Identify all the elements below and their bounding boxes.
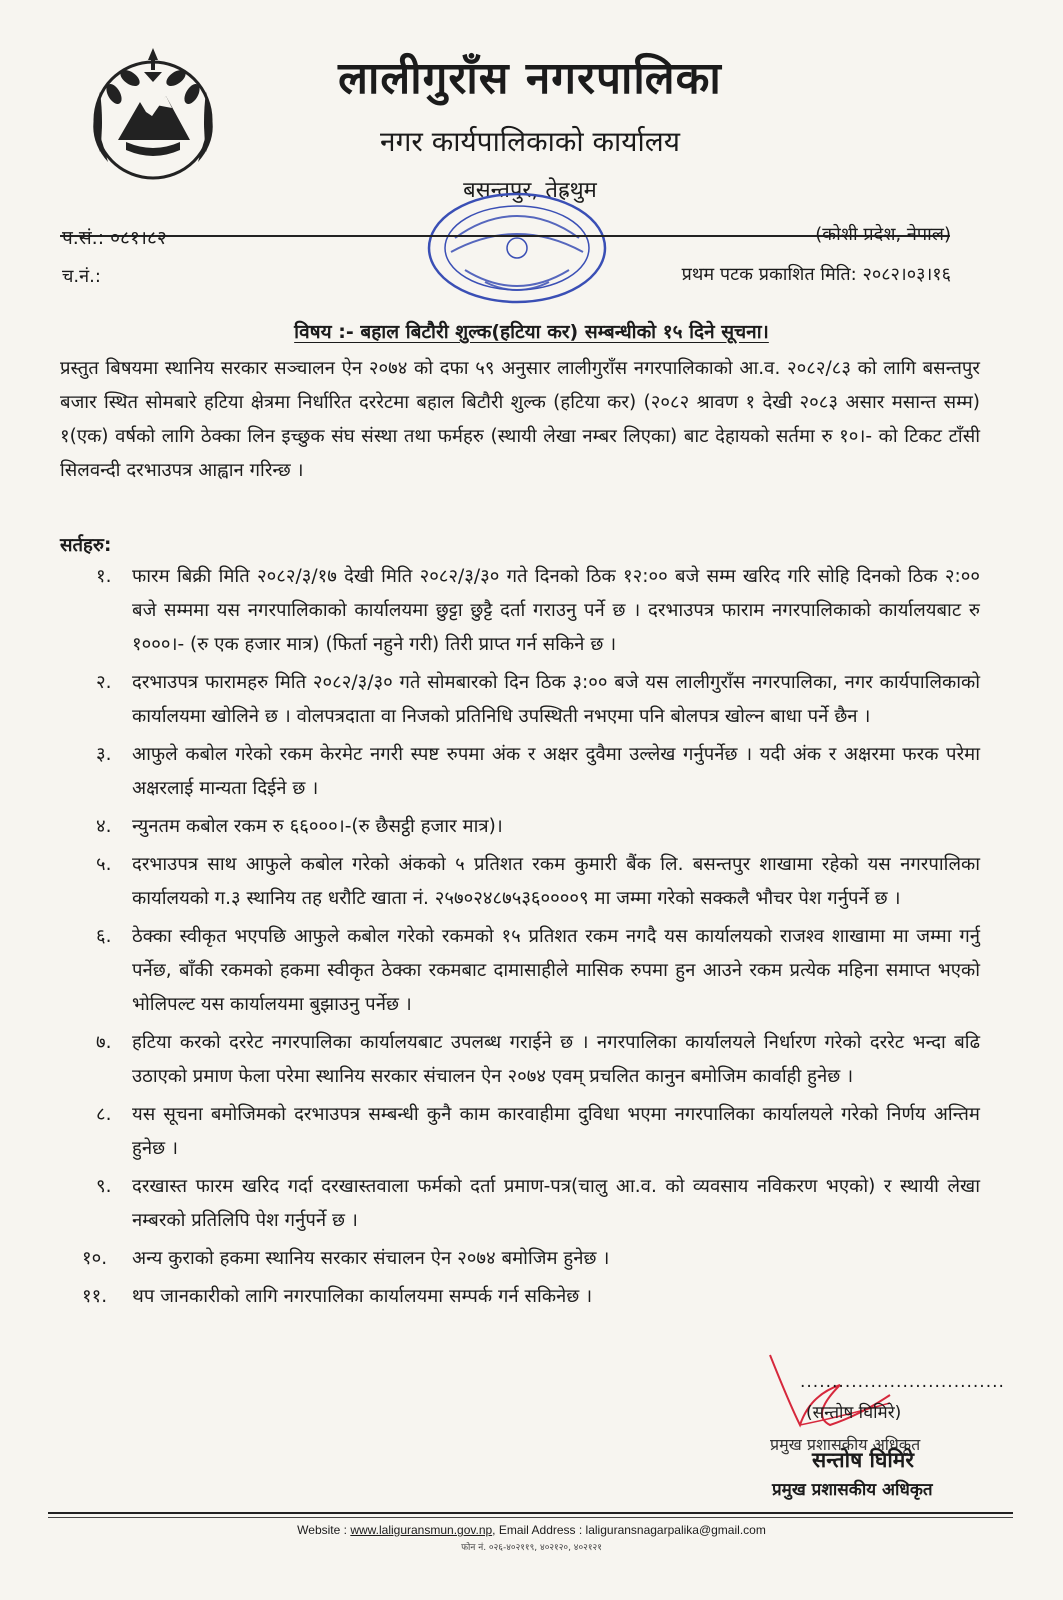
conditions-list [60, 560, 980, 1318]
condition-item [60, 1026, 980, 1094]
condition-item [60, 1098, 980, 1166]
signature-dots: ................................ [800, 1372, 1005, 1392]
condition-number: ९. [96, 1176, 112, 1197]
condition-number: ८. [96, 1104, 112, 1125]
condition-text: आफुले कबोल गरेको रकम केरमेट नगरी स्पष्ट रुपमा अंक र अक्षर दुवैमा उल्लेख गर्नुपर्नेछ । यदी अंक र अक्षरमा फरक परेमा अक्षरलाई मान्यता दिईने छ । [132, 744, 980, 799]
signatory-name-bracket: (सन्तोष घिमिरे) [806, 1403, 902, 1423]
publish-date: प्रथम पटक प्रकाशित मिति: २०८२।०३।१६ [681, 264, 951, 285]
province-label: (कोशी प्रदेश, नेपाल) [815, 224, 951, 245]
condition-item [60, 560, 980, 662]
condition-number: ५. [96, 854, 112, 875]
footer-rule [48, 1512, 1013, 1514]
condition-number: २. [96, 672, 112, 693]
signatory-name: सन्तोष घिमिरे [812, 1448, 914, 1472]
notice-subject-text: विषय :- बहाल बिटौरी शुल्क(हटिया कर) सम्बन्धीको १५ दिने सूचना। [294, 321, 769, 343]
condition-number: ४. [96, 816, 112, 837]
condition-text: अन्य कुराको हकमा स्थानिय सरकार संचालन ऐन २०७४ बमोजिम हुनेछ । [132, 1248, 610, 1269]
office-subtitle: नगर कार्यपालिकाको कार्यालय [380, 125, 680, 158]
email-address[interactable]: laliguransnagarpalika@gmail.com [585, 1523, 766, 1537]
email-label: , Email Address : [492, 1523, 586, 1537]
condition-text: दरखास्त फारम खरिद गर्दा दरखास्तवाला फर्मको दर्ता प्रमाण-पत्र(चालु आ.व. को व्यवसाय नविकरण भएको) र स्थायी लेखा नम्बरको प्रतिलिपि पेश गर्नुपर्ने छ । [132, 1176, 980, 1231]
office-stamp [425, 190, 610, 305]
condition-number: ७. [96, 1032, 112, 1053]
condition-text: फारम बिक्री मिति २०८२/३/१७ देखी मिति २०८२/३/३० गते दिनको ठिक १२:०० बजे सम्म खरिद गरि सोहि दिनको ठिक २:०० बजे सम्ममा यस नगरपालिकाको कार्यालयमा छुट्टा छुट्टै दर्ता गराउनु पर्ने छ । दरभाउपत्र फाराम नगरपालिकाको कार्यालयबाट रु १०००।- (रु एक हजार मात्र) (फिर्ता नहुने गरी) तिरी प्राप्त गर्न सकिने छ । [132, 566, 980, 655]
condition-item [60, 738, 980, 806]
condition-number: ६. [96, 926, 112, 947]
footer-phone: फोन नं. ०२६-४०२११९, ४०२१२०, ४०२१२१ [461, 1543, 602, 1553]
challan-number: च.नं.: [62, 266, 101, 287]
notice-subject [0, 318, 1063, 344]
condition-number: १. [96, 566, 112, 587]
condition-item [60, 1170, 980, 1238]
footer-contact [0, 1523, 1063, 1537]
footer-rule-thin [48, 1517, 1013, 1518]
signatory-title: प्रमुख प्रशासकीय अधिकृत [772, 1480, 933, 1500]
condition-text: न्युनतम कबोल रकम रु ६६०००।-(रु छैसट्ठी हजार मात्र)। [132, 816, 503, 837]
condition-text: यस सूचना बमोजिमको दरभाउपत्र सम्बन्धी कुनै काम कारवाहीमा दुविधा भएमा नगरपालिका कार्यालयले गरेको निर्णय अन्तिम हुनेछ । [132, 1104, 980, 1159]
condition-text: दरभाउपत्र साथ आफुले कबोल गरेको अंकको ५ प्रतिशत रकम कुमारी बैंक लि. बसन्तपुर शाखामा रहेको यस नगरपालिका कार्यालयको ग.३ स्थानिय तह धरौटि खाता नं. २५७०२४८७५३६००००९ मा जम्मा गरेको सक्कलै भौचर पेश गर्नुपर्ने छ । [132, 854, 980, 909]
conditions-heading: सर्तहरु: [60, 535, 112, 556]
condition-item [60, 848, 980, 916]
office-location: बसन्तपुर, तेह्रथुम [463, 178, 597, 203]
condition-item [60, 1280, 980, 1314]
reference-number: प.सं.: ०८१।८२ [62, 227, 167, 249]
website-label: Website : [297, 1523, 351, 1537]
condition-text: दरभाउपत्र फारामहरु मिति २०८२/३/३० गते सोमबारको दिन ठिक ३:०० बजे यस लालीगुराँस नगरपालिका, नगर कार्यपालिकाको कार्यालयमा खोलिने छ । वोलपत्रदाता वा निजको प्रतिनिधि उपस्थिती नभएमा पनि बोलपत्र खोल्न बाधा पर्ने छैन । [132, 672, 980, 727]
condition-text: थप जानकारीको लागि नगरपालिका कार्यालयमा सम्पर्क गर्न सकिनेछ । [132, 1286, 593, 1307]
municipality-title: लालीगुराँस नगरपालिका [338, 53, 722, 104]
condition-text: ठेक्का स्वीकृत भएपछि आफुले कबोल गरेको रकमको १५ प्रतिशत रकम नगदै यस कार्यालयको राजश्व शाखामा मा जम्मा गर्नु पर्नेछ, बाँकी रकमको हकमा स्वीकृत ठेक्का रकमबाट दामासाहीले मासिक रुपमा हुन आउने रकम प्रत्येक महिना समाप्त भएको भोलिपल्ट यस कार्यालयमा बुझाउनु पर्नेछ । [132, 926, 981, 1015]
notice-intro: प्रस्तुत बिषयमा स्थानिय सरकार सञ्चालन ऐन २०७४ को दफा ५९ अनुसार लालीगुराँस नगरपालिकाको आ.व. २०८२/८३ को लागि बसन्तपुर बजार स्थित सोमबारे हटिया क्षेत्रमा निर्धारित दररेटमा बहाल बिटौरी शुल्क (हटिया कर) (२०८२ श्रावण १ देखी २०८३ असार मसान्त सम्म) १(एक) वर्षको लागि ठेक्का लिन इच्छुक संघ संस्था तथा फर्महरु (स्थायी लेखा नम्बर लिएका) बाट देहायको सर्तमा रु १०।- को टिकट टाँसी सिलवन्दी दरभाउपत्र आह्वान गरिन्छ । [60, 358, 980, 481]
nepal-emblem-icon [78, 42, 228, 192]
condition-item [60, 920, 980, 1022]
condition-number: ११. [82, 1286, 108, 1307]
signatory-title-faint: प्रमुख प्रशासकीय अधिकृत [770, 1435, 921, 1454]
condition-item [60, 1242, 980, 1276]
website-link[interactable]: www.laliguransmun.gov.np [350, 1523, 493, 1537]
condition-item [60, 666, 980, 734]
condition-number: ३. [96, 744, 112, 765]
condition-number: १०. [82, 1248, 108, 1269]
condition-text: हटिया करको दररेट नगरपालिका कार्यालयबाट उपलब्ध गराईने छ । नगरपालिका कार्यालयले निर्धारण गरेको दररेट भन्दा बढि उठाएको प्रमाण फेला परेमा स्थानिय सरकार संचालन ऐन २०७४ एवम् प्रचलित कानुन बमोजिम कार्वाही हुनेछ । [132, 1032, 980, 1087]
condition-item [60, 810, 980, 844]
